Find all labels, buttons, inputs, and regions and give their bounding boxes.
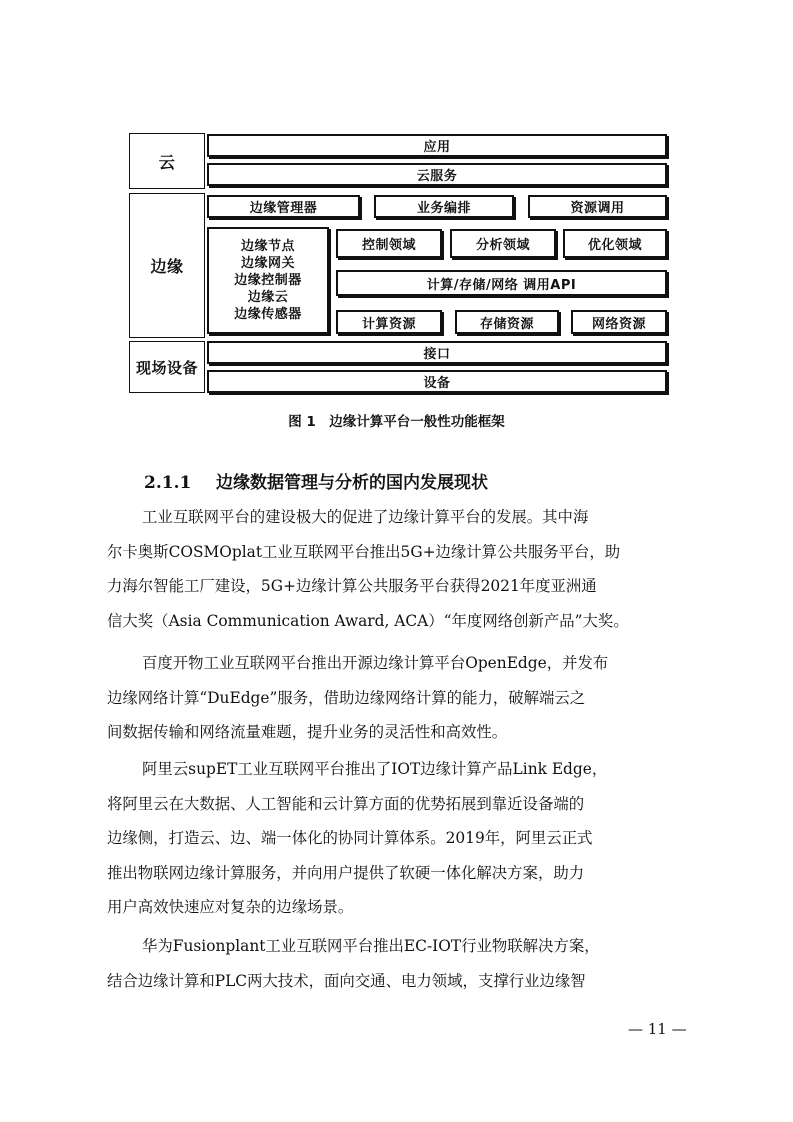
paragraph-line: 推出物联网边缘计算服务，并向用户提供了软硬一体化解决方案，助力: [107, 863, 585, 882]
device-layer-label: 现场设备: [129, 341, 205, 393]
edge-node-item: 边缘控制器: [234, 273, 302, 288]
cloud-app-box: 应用: [207, 134, 667, 157]
paragraph-haier: [107, 500, 697, 638]
resource-call-box: 资源调用: [528, 195, 667, 218]
paragraph-line: 间数据传输和网络流量难题，提升业务的灵活性和高效性。: [107, 723, 508, 741]
edge-nodes-box: [207, 227, 329, 334]
page-number: — 11 —: [628, 1020, 687, 1038]
paragraph-line: 华为Fusionplant工业互联网平台推出EC-IOT行业物联解决方案，: [142, 937, 600, 955]
network-resource-box: 网络资源: [571, 310, 667, 334]
paragraph-line: 信大奖（Asia Communication Award, ACA）“年度网络创新产品”大奖。: [107, 611, 629, 630]
control-domain-box: 控制领域: [336, 229, 442, 258]
optimization-domain-box: 优化领域: [563, 229, 667, 258]
paragraph-line: 力海尔智能工厂建设，5G+边缘计算公共服务平台获得2021年度亚洲通: [107, 577, 597, 595]
cloud-layer-label: 云: [129, 133, 205, 189]
edge-node-item: 边缘传感器: [234, 307, 302, 322]
edge-node-item: 边缘云: [247, 290, 289, 305]
figure-caption: 图 1 边缘计算平台一般性功能框架: [288, 414, 505, 430]
interface-box: 接口: [207, 341, 667, 364]
paragraph-line: 用户高效快速应对复杂的边缘场景。: [107, 898, 354, 916]
section-title: 边缘数据管理与分析的国内发展现状: [216, 473, 488, 493]
paragraph-huawei: [107, 929, 697, 998]
cloud-service-box: 云服务: [207, 163, 667, 186]
api-box: 计算/存储/网络 调用API: [336, 270, 667, 296]
section-number: 2.1.1: [144, 473, 192, 493]
edge-node-item: 边缘网关: [240, 256, 295, 271]
paragraph-line: 边缘侧，打造云、边、端一体化的协同计算体系。2019年，阿里云正式: [107, 829, 593, 847]
edge-layer-label: 边缘: [129, 193, 205, 338]
edge-node-item: 边缘节点: [240, 239, 295, 254]
storage-resource-box: 存储资源: [455, 310, 559, 334]
paragraph-line: 工业互联网平台的建设极大的促进了边缘计算平台的发展。其中海: [142, 508, 589, 526]
business-orchestration-box: 业务编排: [374, 195, 514, 218]
paragraph-alibaba: [107, 752, 697, 925]
compute-resource-box: 计算资源: [336, 310, 442, 334]
paragraph-line: 边缘网络计算“DuEdge”服务，借助边缘网络计算的能力，破解端云之: [107, 688, 586, 707]
paragraph-line: 结合边缘计算和PLC两大技术，面向交通、电力领域，支撑行业边缘智: [107, 971, 586, 990]
analysis-domain-box: 分析领域: [450, 229, 556, 258]
paragraph-line: 阿里云supET工业互联网平台推出了IOT边缘计算产品Link Edge，: [142, 760, 608, 778]
edge-manager-box: 边缘管理器: [207, 195, 360, 218]
paragraph-line: 将阿里云在大数据、人工智能和云计算方面的优势拓展到靠近设备端的: [107, 794, 585, 813]
paragraph-line: 尔卡奥斯COSMOplat工业互联网平台推出5G+边缘计算公共服务平台，助: [107, 542, 621, 561]
paragraph-line: 百度开物工业互联网平台推出开源边缘计算平台OpenEdge，并发布: [142, 654, 609, 672]
section-heading: [144, 468, 488, 493]
device-box: 设备: [207, 370, 667, 393]
paragraph-baidu: [107, 646, 697, 750]
